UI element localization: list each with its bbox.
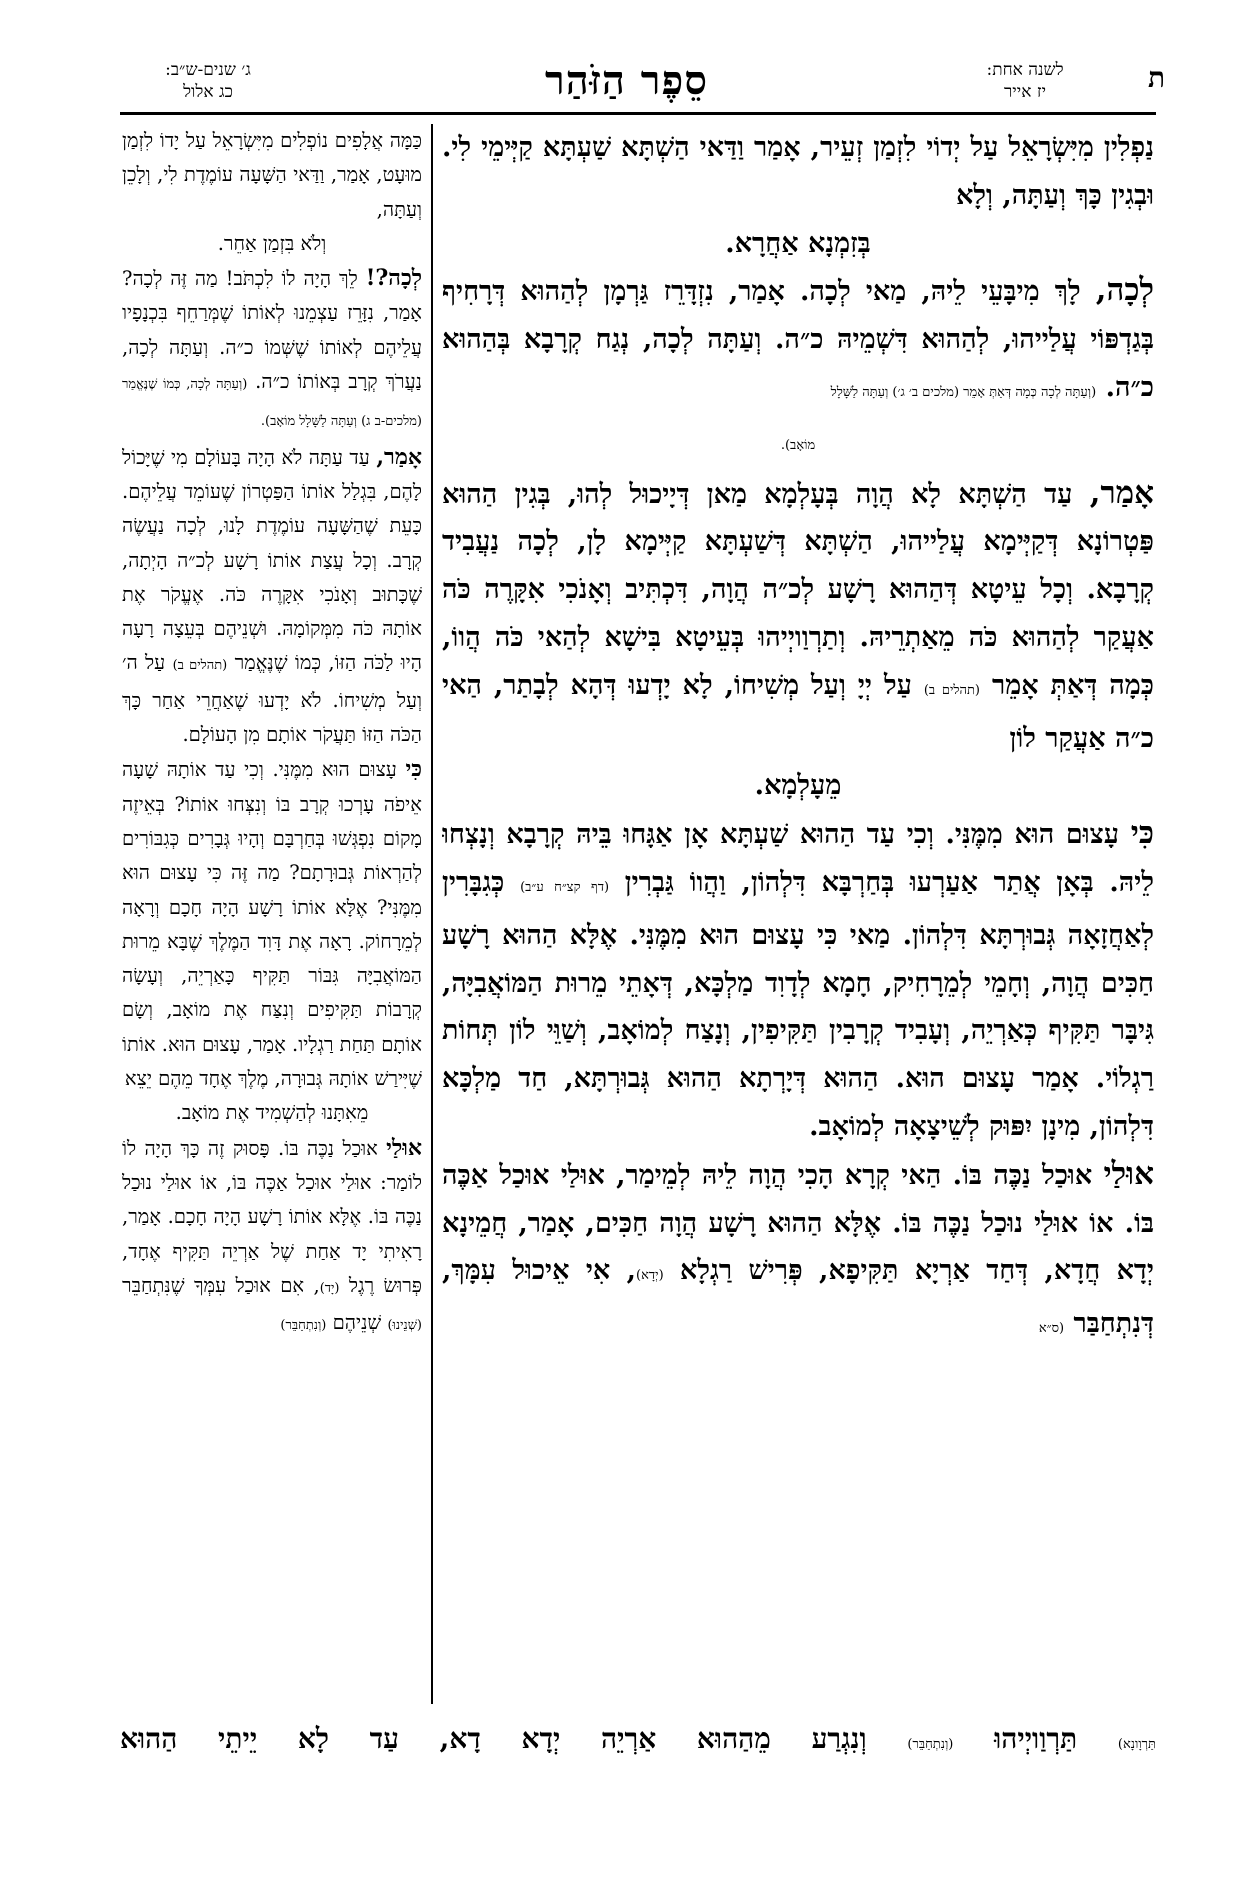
- page-header: [0, 55, 1253, 115]
- folio-reference: (דף קצ״ח ע״ב): [520, 879, 610, 895]
- hebrew-text: לֵךְ הָיָה לוֹ לִכְתֹּב! מַה זֶּה לְכָה? אָמַר, נִזָּרֵז עַצְמֵנוּ לְאוֹתוֹ שֶׁמְּרַחֵף בִּכְנָפָיו עֲלֵיהֶם לְאוֹתוֹ שֶׁשְּׁמוֹ כ״ה. וְעַתָּה לְכָה, נַעֲרֹךְ קְרָב בְּאוֹתוֹ כ״ה.: [122, 267, 422, 394]
- hebrew-paragraph-4-end: [122, 1096, 422, 1130]
- aramaic-text: עַל יְיָ וְעַל מְשִׁיחוֹ, לָא יָדְעוּ דְּהָא לְבָתַר, הַאי כ״ה אַעֲקַר לוֹן: [442, 669, 1154, 754]
- aramaic-text: מֵעָלְמָא.: [754, 770, 842, 802]
- hebrew-text: וְלֹא בִּזְמַן אַחֵר.: [217, 231, 327, 255]
- hebrew-text: אוּכַל נַכֶּה בּוֹ. פָּסוּק זֶה כָּךְ הָיָה לוֹ לוֹמַר: אוּלַי אוּכַל אַכֶּה בּוֹ, אוֹ אוּלַי נוּכַל נַכֶּה בּוֹ. אֶלָּא אוֹתוֹ רָשָׁע הָיָה חָכָם. אָמַר, רָאִיתִי יָד אַחַת שֶׁל אַרְיֵה תַּקִּיף אֶחָד, פְּרוּשׂ רֶגֶל: [122, 1136, 422, 1297]
- aramaic-text: לָךְ מִיבָּעֵי לֵיהּ, מַאי לְכָה. אָמַר, נִזְדָּרֵז גַּרְמָן לְהַהוּא דְּרָחִיף בְּגַדְפּוֹי עֲלַייהוּ, לְהַהוּא דִּשְׁמֵיהּ כ״ה. וְעַתָּה לְכָה, נְגַח קְרָבָא בְּהַהוּא כ״ה.: [442, 276, 1154, 403]
- variant-reference: (וְנִתְחַבֵּר): [907, 1737, 954, 1752]
- variant-reference: (יְדָא): [636, 1268, 664, 1284]
- aramaic-paragraph-1-end: [442, 220, 1154, 268]
- book-title: סֵפֶר הַזֹּהַר: [545, 57, 708, 104]
- aramaic-column: [442, 124, 1154, 1704]
- aramaic-text: עָצוּם הוּא מִמֶּנִּי. וְכִי עַד הַהוּא שַׁעְתָּא אָן אַגָּחוּ בֵּיהּ קְרָבָא וְנָצְחוּ לֵיהּ. בְּאָן אֲתַר אַעַרְעוּ בְּחַרְבָּא דִּלְהוֹן, וַהֲווֹ גַּבְרִין: [442, 819, 1154, 898]
- variant-reference: (ס״א: [1038, 1321, 1065, 1337]
- hebrew-text: עָצוּם הוּא מִמֶּנִּי. וְכִי עַד אוֹתָהּ שָׁעָה אֵיפֹה עָרְכוּ קְרָב בּוֹ וְנִצְּחוּ אוֹתוֹ? בְּאֵיזֶה מָקוֹם נִפְגְּשׁוּ בְּחַרְבָּם וְהָיוּ גְּבָרִים כְּגִבּוֹרִים לְהַרְאוֹת גְּבוּרָתָם? מַה זֶּה כִּי עָצוּם הוּא מִמֶּנִּי? אֶלָּא אוֹתוֹ רָשָׁע הָיָה חָכָם וְרָאָה לְמֵרָחוֹק. רָאָה אֶת דָּוִד הַמֶּלֶךְ שֶׁבָּא מֵרוּת הַמּוֹאֲבִיָּה גִּבּוֹר תַּקִּיף כָּאַרְיֵה, וְעָשָׂה קְרָבוֹת תַּקִּיפִים וְנִצַּח אֶת מוֹאָב, וְשָׂם אוֹתָם תַּחַת רַגְלָיו. אָמַר, עָצוּם הוּא. אוֹתוֹ שֶׁיִּירַשׁ אוֹתָהּ גְּבוּרָה, מֶלֶךְ אֶחָד מֵהֶם יֵצֵא: [122, 758, 422, 1091]
- variant-reference: תַּרְוָונָא): [1117, 1737, 1156, 1752]
- paragraph-lead-word: לְכָה,: [1095, 272, 1154, 309]
- schedule-one-year: [960, 59, 1090, 103]
- verse-reference: (תהלים ב): [172, 658, 228, 674]
- hebrew-text: שְׁנֵיהֶם: [332, 1311, 382, 1335]
- hebrew-paragraph-2: [122, 261, 422, 439]
- hebrew-paragraph-1-end: [122, 227, 422, 261]
- verse-reference: (וְעַתָּה לְכָה כְּמָה דְּאַתְּ אָמֵר (מלכים ב׳ ג׳) וְעַתָּה לַשָּׁלָל: [830, 384, 1097, 400]
- aramaic-paragraph-5: [442, 1151, 1154, 1353]
- hebrew-text: עַל ה׳ וְעַל מְשִׁיחוֹ. לֹא יָדְעוּ שֶׁאַחֲרֵי אַחַר כָּךְ הַכֹּה הַזּוֹ תַּעֲקֹר אוֹתָם מִן הָעוֹלָם.: [122, 651, 422, 747]
- paragraph-lead-word: אָמַר,: [1089, 474, 1154, 511]
- hebrew-paragraph-3: [122, 440, 422, 753]
- aramaic-text: , אִי אֵיכוּל עִמָּךְ, דְּנִתְחַבַּר: [442, 1255, 1154, 1340]
- hebrew-paragraph-4: [122, 752, 422, 1096]
- aramaic-text: אוּכַל נַכֶּה בּוֹ. הַאי קְרָא הָכִי הֲוָה לֵיהּ לְמֵימַר, אוּלַי אוּכַל אַכֶּה בּוֹ. אוֹ אוּלַי נוּכַל נַכֶּה בּוֹ. אֶלָּא הַהוּא רָשָׁע הֲוָה חַכִּים, אָמַר, חֲמֵינָא יְדָא חֲדָא, דְּחַד אַרְיָא תַּקִּיפָא, פְּרִישׁ רַגְלָא: [442, 1159, 1154, 1287]
- paragraph-lead-word: כִּי: [1130, 815, 1154, 852]
- hebrew-paragraph-5: [122, 1131, 422, 1344]
- hebrew-text: עַד עַתָּה לֹא הָיָה בָּעוֹלָם מִי שֶׁיָּכוֹל לָהֶם, בִּגְלַל אוֹתוֹ הַפַּטְרוֹן שֶׁעוֹמֵד עֲלֵיהֶם. כָּעֵת שֶׁהַשָּׁעָה עוֹמֶדֶת לָנוּ, לְכָה נַעֲשֶׂה קְרָב. וְכָל עֲצַת אוֹתוֹ רָשָׁע לְכ״ה הָיְתָה, שֶׁכָּתוּב וְאָנֹכִי אִקָּרֶה כֹּה. אֶעֱקֹר אֶת אוֹתָהּ כֹּה מִמְּקוֹמָהּ. וּשְׁנֵיהֶם בְּעֵצָה רָעָה הָיוּ לַכֹּה הַזּוֹ, כְּמוֹ שֶׁנֶּאֱמַר: [122, 445, 422, 675]
- aramaic-text: עַד הַשְׁתָּא לָא הֲוָה בְּעָלְמָא מַאן דְּיָיכוּל לְהוּ, בְּגִין הַהוּא פַּטְרוֹנָא דְּקַיְּימָא עֲלַייהוּ, הַשְׁתָּא דְּשַׁעְתָּא קַיְּימָא לָן, לְכָה נַעֲבִיד קְרָבָא. וְכָל עֵיטָא דְּהַהוּא רָשָׁע לְכ״ה הֲוָה, דִּכְתִּיב וְאָנֹכִי אִקָּרֶה כֹּה אַעֲקַר לְהַהוּא כֹּה מֵאַתְרֵיהּ. וְתַרְוַויְיהוּ בְּעֵיטָא בִּישָׁא לְהַאי כֹּה הֲווֹ, כְּמָה דְּאַתְּ אָמֵר: [442, 478, 1154, 701]
- continuation-line: [120, 1712, 1156, 1766]
- verse-reference: (תהלים ב): [923, 682, 980, 698]
- column-divider: [431, 124, 433, 1704]
- hebrew-text: שֶׁנִּתְחַבֵּר: [122, 1273, 185, 1297]
- aramaic-paragraph-3: [442, 470, 1154, 763]
- header-rule: [120, 112, 1156, 115]
- aramaic-text: בְּזִמְנָא אַחֲרָא.: [725, 227, 871, 259]
- hebrew-text: מֵאִתָּנוּ לְהַשְׁמִיד אֶת מוֹאָב.: [175, 1101, 369, 1125]
- hebrew-translation-column: [122, 124, 422, 1704]
- aramaic-text: תַּרְוַויְיהוּ: [994, 1722, 1078, 1755]
- hebrew-paragraph-1: [122, 124, 422, 227]
- variant-reference: (יָד): [319, 1280, 340, 1296]
- schedule-three-years-label: ג׳ שנים-ש״ב:: [165, 60, 251, 80]
- verse-reference: (וְעַתָּה לְכָה, כְּמוֹ שֶׁנֶּאֱמַר (מלכים-ב ג) וְעַתָּה לַשָּׁלָל מוֹאָב).: [122, 377, 422, 430]
- page-number: ת: [1148, 61, 1166, 94]
- variant-reference: (וְנִתְחַבֵּר): [280, 1318, 327, 1334]
- aramaic-text: נַפְלִין מִיִּשְׂרָאֵל עַל יְדוֹי לִזְמַן זְעֵיר, אָמַר וַדַּאי הַשְׁתָּא שַׁעְתָּא קַיְּימֵי לִי. וּבְגִין כָּךְ וְעַתָּה, וְלָא: [442, 132, 1154, 211]
- aramaic-text: כְּגִבָּרִין לְאַחֲזָאָה גְּבוּרְתָּא דִּלְהוֹן. מַאי כִּי עָצוּם הוּא מִמֶּנִּי. אֶלָּא הַהוּא רָשָׁע חַכִּים הֲוָה, וְחָמֵי לְמֵרָחִיק, חָמָא לְדָוִד מַלְכָּא, דְּאָתֵי מֵרוּת הַמּוֹאֲבִיָּה, גִּיבָּר תַּקִּיף כְּאַרְיֵה, וְעָבִיד קְרָבִין תַּקִּיפִין, וְנָצַח לְמוֹאָב, וְשַׁוֵּי לוֹן תְּחוֹת רַגְלוֹי. אָמַר עָצוּם הוּא. הַהוּא דְּיָרְתָא הַהוּא גְּבוּרְתָּא, חַד מַלְכָּא דִּלְהוֹן, מִינָן יִפּוּק לְשֵׁיצָאָה לְמוֹאָב.: [442, 866, 1154, 1142]
- aramaic-paragraph-2: [442, 267, 1154, 416]
- paragraph-lead-word: כִּי: [405, 756, 422, 783]
- verse-reference: מוֹאָב).: [780, 437, 816, 453]
- aramaic-paragraph-1: [442, 124, 1154, 220]
- hebrew-text: , אִם אוּכַל עִמְּךָ: [193, 1273, 320, 1297]
- aramaic-paragraph-2-end: [442, 417, 1154, 470]
- schedule-three-years-date: כג אלול: [183, 82, 233, 102]
- variant-reference: (שְׁנֵינוּ): [387, 1318, 422, 1334]
- schedule-one-year-date: יז אייר: [1003, 82, 1047, 102]
- aramaic-text: וְנִגְרַע מֵהַהוּא אַרְיֵה יְדָא דָא, עַד לָא יֵיתֵי הַהוּא: [120, 1722, 867, 1755]
- schedule-one-year-label: לשנה אחת:: [986, 60, 1064, 80]
- paragraph-lead-word: אוּלַי: [386, 1134, 422, 1161]
- aramaic-paragraph-3-end: [442, 762, 1154, 810]
- hebrew-text: כַּמָּה אֲלָפִים נוֹפְלִים מִיִּשְׂרָאֵל עַל יָדוֹ לִזְמַן מוּעָט, אָמַר, וַדַּאי הַשָּׁעָה עוֹמֶדֶת לִי, וְלָכֵן וְעַתָּה,: [122, 129, 422, 221]
- paragraph-lead-word: אָמַר,: [376, 443, 422, 470]
- aramaic-paragraph-4: [442, 810, 1154, 1151]
- paragraph-lead-word: לְכָה?!: [365, 265, 422, 292]
- paragraph-lead-word: אוּלַי: [1103, 1155, 1154, 1192]
